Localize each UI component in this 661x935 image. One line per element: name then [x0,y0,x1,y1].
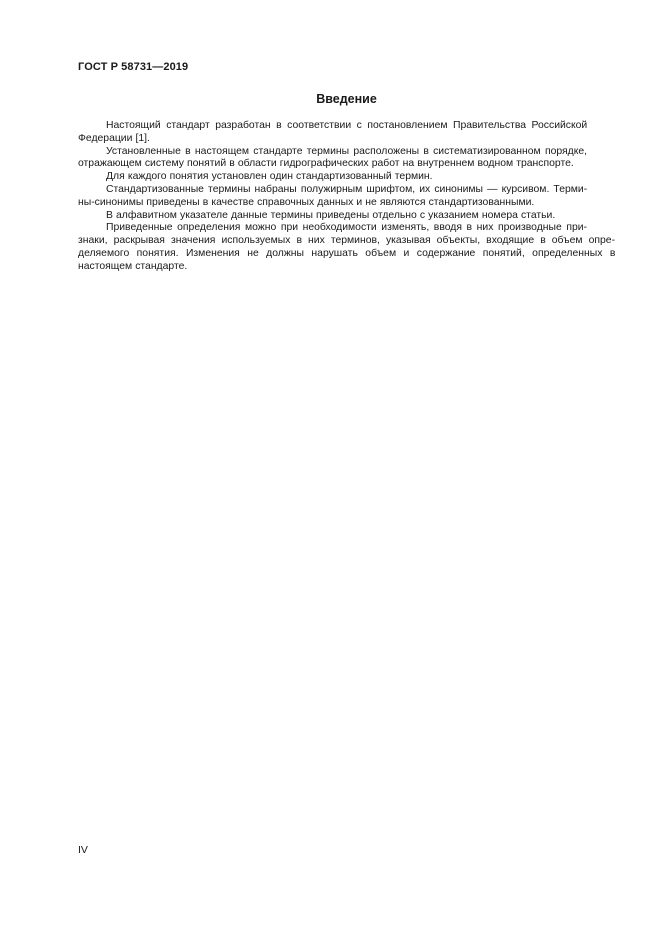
section-title: Введение [316,92,377,106]
text-line: отражающем систему понятий в области гидрографических работ на внутреннем водном транспорте. [78,158,574,170]
paragraph [78,120,615,146]
text-line: Для каждого понятия установлен один стандартизованный термин. [106,171,433,183]
text-line: В алфавитном указателе данные термины приведены отдельно с указанием номера статьи. [106,209,556,221]
text-line: ны-синонимы приведены в качестве справочных данных и не являются стандартизованными. [78,196,535,208]
text-line: настоящем стандарте. [78,260,188,272]
text-line: Приведенные определения можно при необходимости изменять, вводя в них производные при- [106,222,587,234]
paragraph [78,222,615,273]
text-line: Федерации [1]. [78,132,150,144]
text-line: деляемого понятия. Изменения не должны нарушать объем и содержание понятий, определенных в [78,247,616,259]
text-line: Установленные в настоящем стандарте термины расположены в систематизированном порядке, [106,145,588,157]
body-text [78,120,615,274]
text-line: знаки, раскрывая значения используемых в них терминов, указывая объекты, входящие в объем опре- [78,235,616,247]
paragraph [78,146,615,172]
text-line: Стандартизованные термины набраны полужирным шрифтом, их синонимы — курсивом. Терми- [106,183,588,195]
text-line: Настоящий стандарт разработан в соответствии с постановлением Правительства Российской [106,120,588,131]
document-code: ГОСТ Р 58731—2019 [78,61,189,73]
paragraph [78,210,615,223]
page-number: IV [78,844,88,856]
paragraph [78,171,615,184]
paragraph [78,184,615,210]
